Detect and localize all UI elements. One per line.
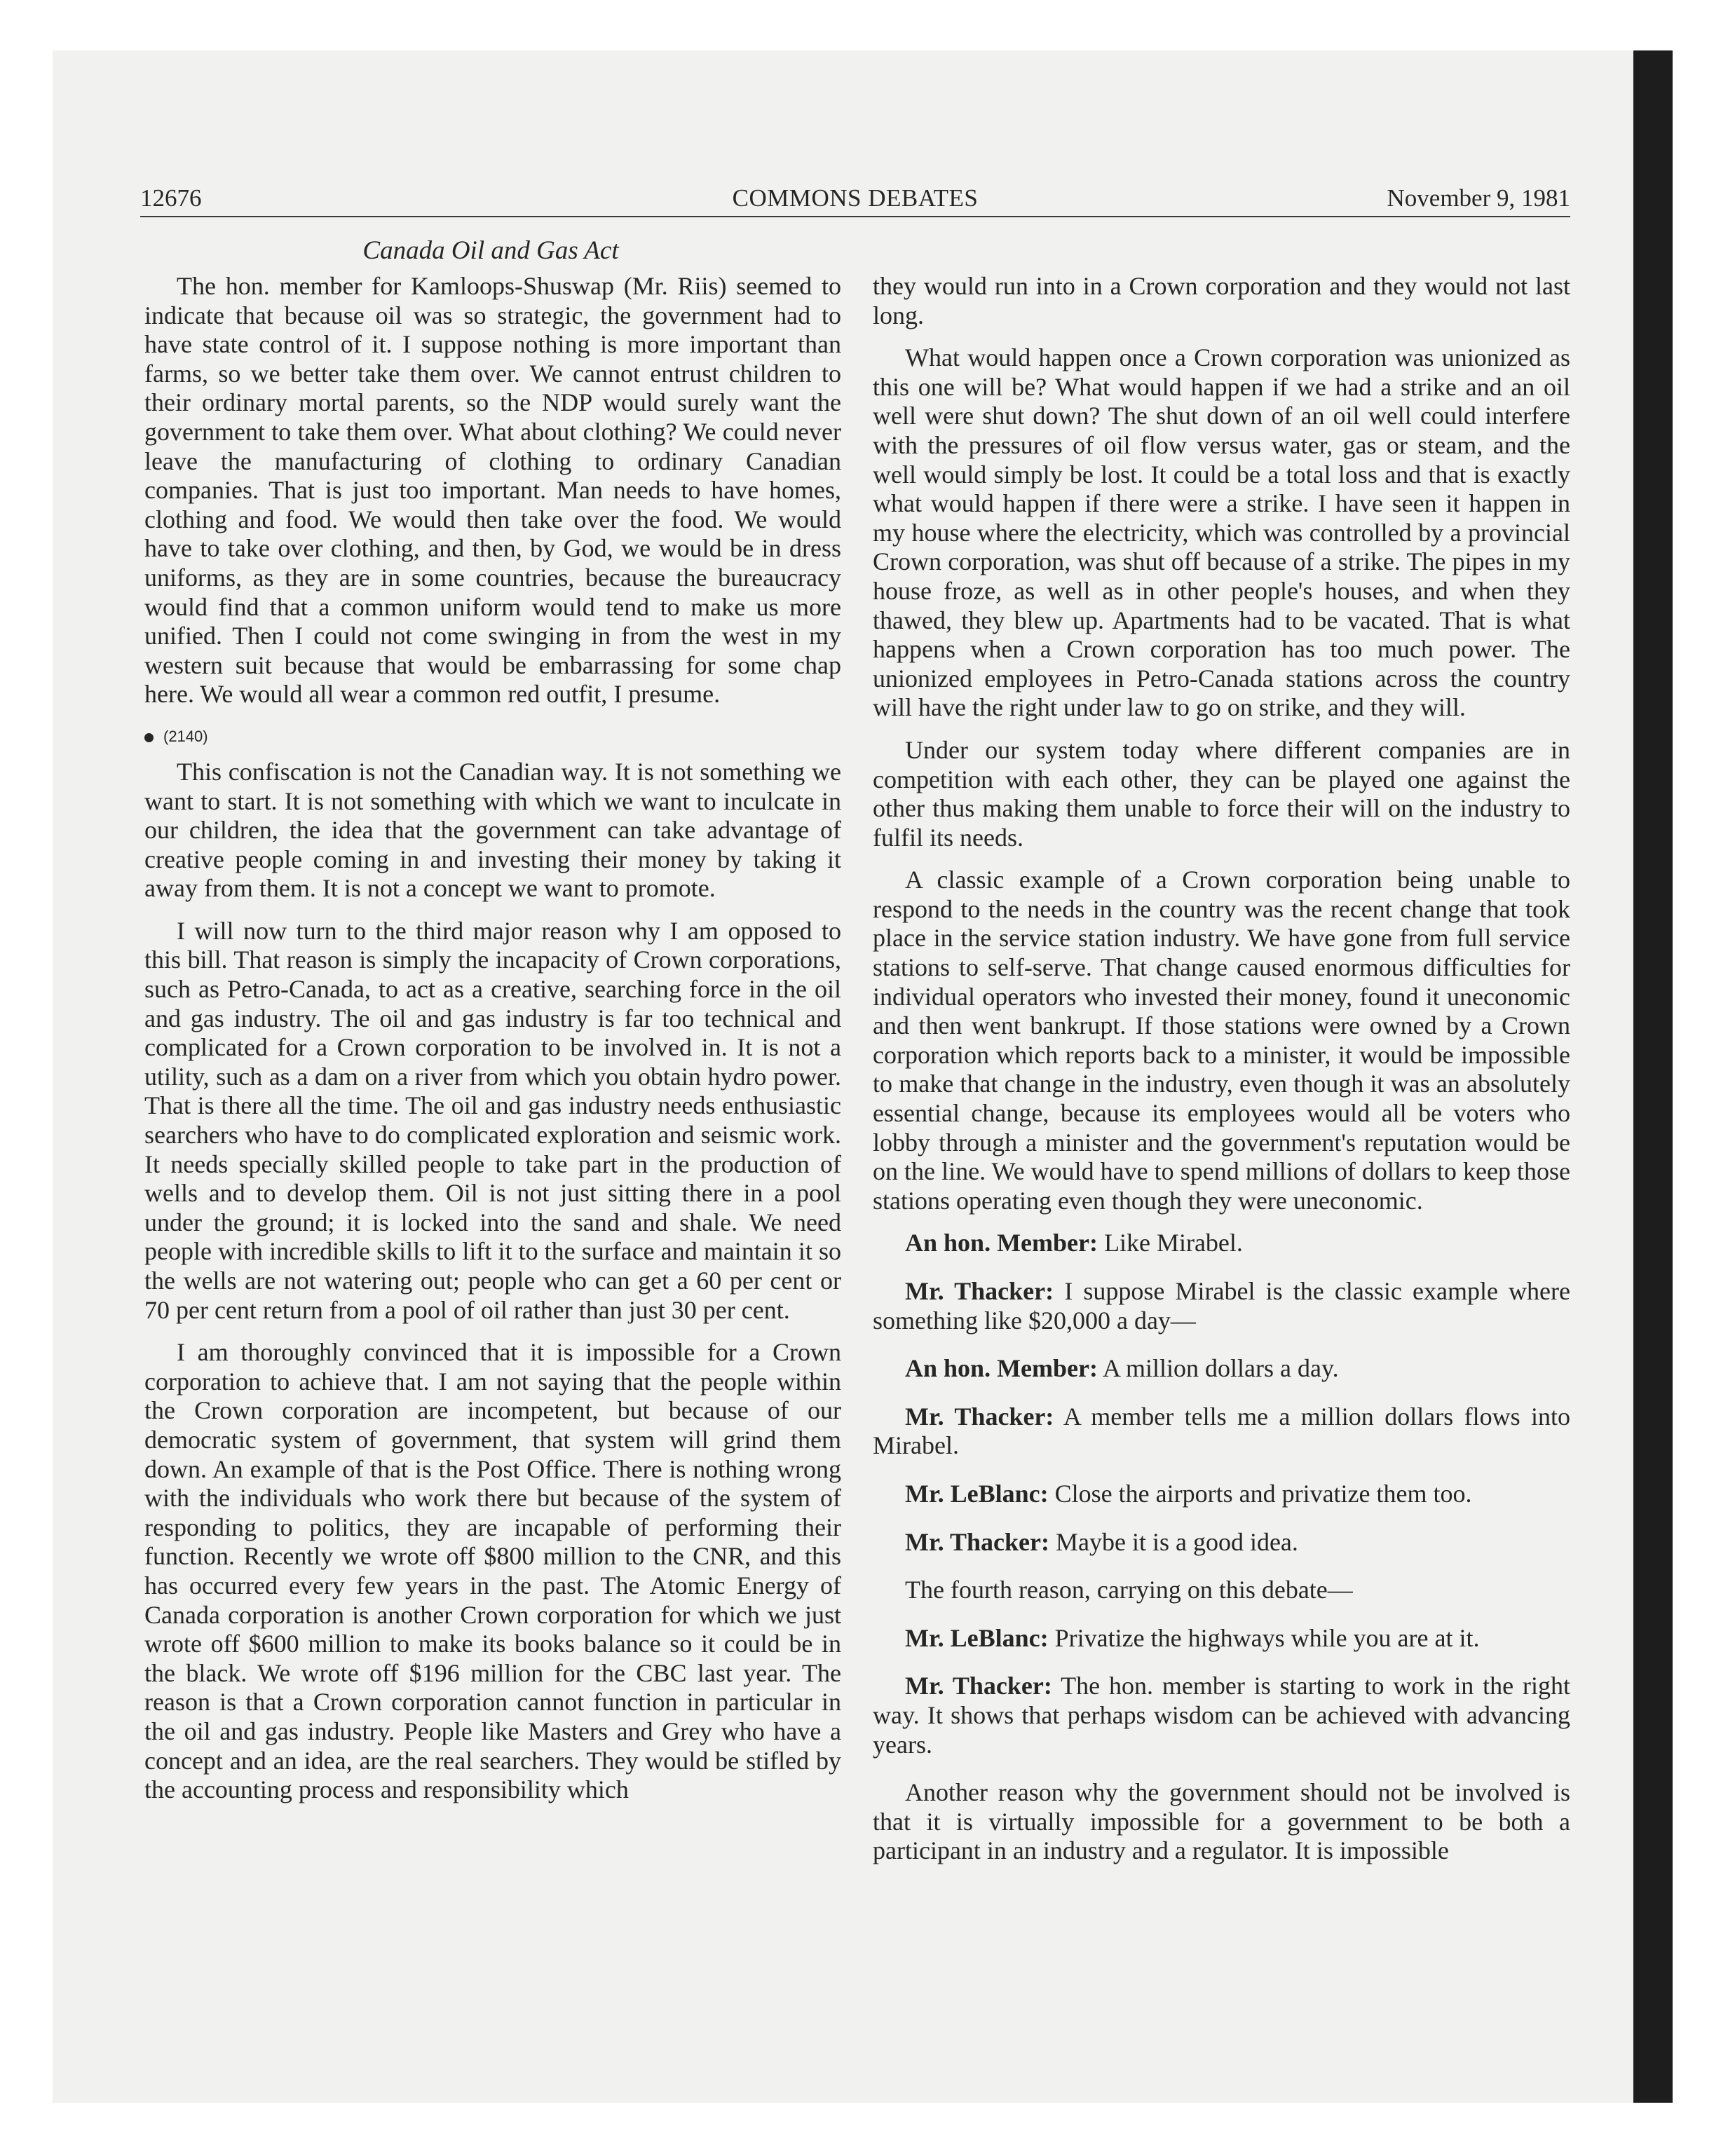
paragraph: This confiscation is not the Canadian way. It is not something we want to start. It is not something with which we want to inculcate in our children, the idea that the government can take advantage of creative people coming in and investing their money by taking it away from them. It is not a concept we want to promote.	[144, 757, 841, 903]
paragraph: I will now turn to the third major reason why I am opposed to this bill. That reason is simply the incapacity of Crown corporations, such as Petro-Canada, to act as a creative, searching force in the oil and gas industry. The oil and gas industry is far too technical and complicated for a Crown corporation to be involved in. It is not a utility, such as a dam on a river from which you obtain hydro power. That is there all the time. The oil and gas industry needs enthusiastic searchers who have to do complicated exploration and seismic work. It needs specially skilled people to take part in the production of wells and to develop them. Oil is not just sitting there in a pool under the ground; it is locked into the sand and shale. We need people with incredible skills to lift it to the surface and maintain it so the wells are not watering out; people who can get a 60 per cent or 70 per cent return from a pool of oil rather than just 30 per cent.	[144, 916, 841, 1324]
header-date: November 9, 1981	[1387, 184, 1570, 212]
speaker-name: An hon. Member:	[905, 1354, 1098, 1383]
speech-text: Close the airports and privatize them too.	[1048, 1479, 1472, 1508]
speech-line	[873, 1624, 1570, 1653]
speech-text: Privatize the highways while you are at it.	[1048, 1623, 1480, 1652]
left-column	[144, 272, 841, 1818]
scan-edge-shadow	[1633, 50, 1673, 2103]
paragraph: A classic example of a Crown corporation being unable to respond to the needs in the country was the recent change that took place in the service station industry. We have gone from full service stations to self-serve. That change caused enormous difficulties for individual operators who invested their money, found it uneconomic and then went bankrupt. If those stations were owned by a Crown corporation which reports back to a minister, it would be impossible to make that change in the industry, even though it was an absolutely essential change, because its employees would all be voters who lobby through a minister and the government's reputation would be on the line. We would have to spend millions of dollars to keep those stations operating even though they were uneconomic.	[873, 866, 1570, 1215]
speaker-name: Mr. LeBlanc:	[905, 1479, 1049, 1508]
timestamp	[144, 723, 841, 751]
speech-text: I suppose Mirabel is the classic example where something like $20,000 a day—	[873, 1277, 1571, 1335]
speech-text: Maybe it is a good idea.	[1049, 1527, 1298, 1556]
speech-line	[873, 1403, 1570, 1461]
paragraph: What would happen once a Crown corporation was unionized as this one will be? What would happen if we had a strike and an oil well were shut down? The shut down of an oil well could interfere with the pressures of oil flow versus water, gas or steam, and the well would simply be lost. It could be a total loss and that is exactly what would happen if there were a strike. I have seen it happen in my house where the electricity, which was controlled by a provincial Crown corporation, was shut off because of a strike. The pipes in my house froze, as well as in other people's houses, and when they thawed, they blew up. Apartments had to be vacated. That is what happens when a Crown corporation has too much power. The unionized employees in Petro-Canada stations across the country will have the right under law to go on strike, and they will.	[873, 343, 1570, 722]
paragraph: Another reason why the government should not be involved is that it is virtually impossible for a government to be both a participant in an industry and a regulator. It is impossible	[873, 1778, 1570, 1865]
speaker-name: Mr. Thacker:	[905, 1277, 1054, 1305]
speech-text: A million dollars a day.	[1097, 1354, 1339, 1383]
speaker-name: An hon. Member:	[905, 1229, 1098, 1257]
journal-title: COMMONS DEBATES	[732, 184, 979, 212]
paragraph: I am thoroughly convinced that it is impossible for a Crown corporation to achieve that. I am not saying that the people within the Crown corporation are incompetent, but because of our democratic system of government, that system will grind them down. An example of that is the Post Office. There is nothing wrong with the individuals who work there but because of the system of responding to politics, they are incapable of performing their function. Recently we wrote off $800 million to the CNR, and this has occurred every few years in the past. The Atomic Energy of Canada corporation is another Crown corporation for which we just wrote off $600 million to make its books balance so it could be in the black. We wrote off $196 million for the CBC last year. The reason is that a Crown corporation cannot function in particular in the oil and gas industry. People like Masters and Grey who have a concept and an idea, are the real searchers. They would be stifled by the accounting process and responsibility which	[144, 1338, 841, 1804]
paragraph: The hon. member for Kamloops-Shuswap (Mr. Riis) seemed to indicate that because oil was so strategic, the government had to have state control of it. I suppose nothing is more important than farms, so we better take them over. We cannot entrust children to their ordinary mortal parents, so the NDP would surely want the government to take them over. What about clothing? We could never leave the manufacturing of clothing to ordinary Canadian companies. That is just too important. Man needs to have homes, clothing and food. We would then take over the food. We would have to take over clothing, and then, by God, we would be in dress uniforms, as they are in some countries, because the bureaucracy would find that a common uniform would tend to make us more unified. Then I could not come swinging in from the west in my western suit because that would be embarrassing for some chap here. We would all wear a common red outfit, I presume.	[144, 272, 841, 709]
paragraph-continued: they would run into in a Crown corporation and they would not last long.	[873, 272, 1570, 329]
speaker-name: Mr. LeBlanc:	[905, 1623, 1049, 1652]
speech-text: Like Mirabel.	[1097, 1229, 1243, 1257]
speech-line	[873, 1672, 1570, 1759]
timestamp-text: (2140)	[163, 727, 208, 745]
bullet-icon	[144, 733, 154, 742]
right-column	[873, 272, 1570, 1879]
speech-text: A member tells me a million dollars flows into Mirabel.	[873, 1402, 1570, 1460]
running-head: Canada Oil and Gas Act	[362, 236, 619, 265]
speech-line	[873, 1354, 1570, 1384]
paragraph: The fourth reason, carrying on this debate—	[905, 1576, 1353, 1604]
speaker-name: Mr. Thacker:	[905, 1527, 1049, 1556]
speech-line	[873, 1277, 1570, 1335]
speech-line	[873, 1480, 1570, 1509]
speaker-name: Mr. Thacker:	[905, 1672, 1052, 1700]
page-number: 12676	[140, 184, 202, 212]
speech-line	[873, 1528, 1570, 1557]
paragraph: Under our system today where different companies are in competition with each other, they can be played one against the other thus making them unable to force their will on the industry to fulfil its needs.	[873, 735, 1570, 852]
speech-line	[873, 1229, 1570, 1258]
speaker-name: Mr. Thacker:	[905, 1402, 1054, 1431]
page-header	[140, 181, 1570, 217]
speech-text: The hon. member is starting to work in the right way. It shows that perhaps wisdom can be achieved with advancing years.	[873, 1672, 1570, 1759]
